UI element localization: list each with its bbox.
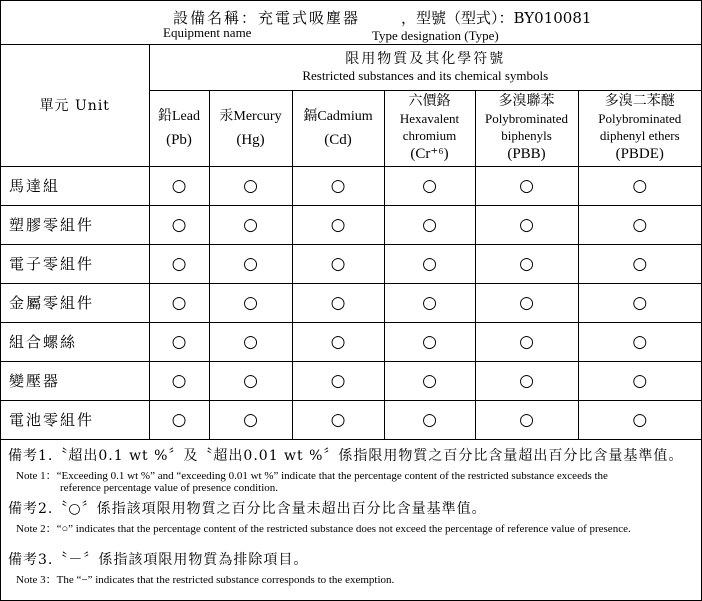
type-designation-cn: ，型號（型式）：BY010081 [401,9,592,27]
table-row [1,166,701,205]
note-1-en-continued: reference percentage value of presence condition. [60,482,279,494]
circle-mark: ○ [384,166,475,205]
circle-mark: ○ [149,283,209,322]
table-row [1,205,701,244]
restricted-substances-table [1,44,701,440]
circle-mark: ○ [292,166,384,205]
circle-mark: ○ [384,322,475,361]
note-2-cn: 備考2.〝○〞係指該項限用物質之百分比含量未超出百分比含量基準值。 [8,501,487,517]
circle-mark: ○ [384,400,475,439]
circle-mark: ○ [149,400,209,439]
type-designation-en: Type designation (Type) [372,28,499,43]
substance-header-pbde: 多溴二苯醚 Polybrominated diphenyl ethers (PBDE) [578,90,701,166]
part-name: 塑膠零組件 [1,205,149,244]
note-1-en: Note 1：“Exceeding 0.1 wt %” and “exceeding 0.01 wt %” indicate that the percentage content of the restricted substance exceeds the [16,470,608,482]
circle-mark: ○ [578,283,701,322]
circle-mark: ○ [475,400,578,439]
circle-mark: ○ [292,244,384,283]
circle-mark: ○ [209,205,292,244]
circle-mark: ○ [475,166,578,205]
part-name: 金屬零組件 [1,283,149,322]
circle-mark: ○ [292,400,384,439]
part-name: 變壓器 [1,361,149,400]
substance-header-lead: 鉛Lead (Pb) [149,90,209,166]
circle-mark: ○ [292,361,384,400]
circle-mark: ○ [209,322,292,361]
part-name: 電池零組件 [1,400,149,439]
substances-group-header [149,44,701,90]
circle-mark: ○ [475,205,578,244]
table-row [1,283,701,322]
circle-mark: ○ [209,283,292,322]
circle-mark: ○ [384,244,475,283]
circle-mark: ○ [475,361,578,400]
substance-header-cadmium: 鎘Cadmium (Cd) [292,90,384,166]
unit-header: 單元 Unit [1,44,149,166]
note-3-cn: 備考3.〝－〞係指該項限用物質為排除項目。 [8,552,309,568]
table-row [1,244,701,283]
part-name: 電子零組件 [1,244,149,283]
circle-mark: ○ [384,283,475,322]
circle-mark: ○ [149,322,209,361]
table-row [1,400,701,439]
part-name: 馬達組 [1,166,149,205]
circle-mark: ○ [475,322,578,361]
substance-header-pbb: 多溴聯苯 Polybrominated biphenyls (PBB) [475,90,578,166]
circle-mark: ○ [149,166,209,205]
equipment-name-en: Equipment name [163,25,252,40]
circle-mark: ○ [384,361,475,400]
table-row [1,322,701,361]
circle-mark: ○ [578,361,701,400]
circle-mark: ○ [209,400,292,439]
table-row [1,361,701,400]
circle-mark: ○ [149,244,209,283]
circle-mark: ○ [292,322,384,361]
circle-mark: ○ [578,166,701,205]
substance-header-mercury: 汞Mercury (Hg) [209,90,292,166]
circle-mark: ○ [149,361,209,400]
substance-header-hexavalent-chromium: 六價鉻 Hexavalent chromium (Cr⁺⁶) [384,90,475,166]
note-3-en: Note 3：The “−” indicates that the restricted substance corresponds to the exemption. [16,574,395,586]
note-1-cn: 備考1.〝超出0.1 wt %〞及〝超出0.01 wt %〞係指限用物質之百分比含量超出百分比含量基準值。 [8,448,684,464]
part-name: 組合螺絲 [1,322,149,361]
circle-mark: ○ [209,361,292,400]
circle-mark: ○ [578,400,701,439]
header [1,1,701,45]
circle-mark: ○ [292,283,384,322]
circle-mark: ○ [475,283,578,322]
circle-mark: ○ [578,205,701,244]
group-header-en: Restricted substances and its chemical symbols [302,67,549,83]
circle-mark: ○ [209,244,292,283]
circle-mark: ○ [578,322,701,361]
note-2-en: Note 2：“○” indicates that the percentage content of the restricted substance does not exceed the percentage of reference value of presence. [16,523,631,535]
group-header-cn: 限用物質及其化學符號 [345,50,506,67]
circle-mark: ○ [292,205,384,244]
circle-mark: ○ [384,205,475,244]
circle-mark: ○ [475,244,578,283]
circle-mark: ○ [209,166,292,205]
circle-mark: ○ [149,205,209,244]
circle-mark: ○ [578,244,701,283]
equipment-name-cn: 設備名稱：充電式吸塵器 [173,9,361,27]
